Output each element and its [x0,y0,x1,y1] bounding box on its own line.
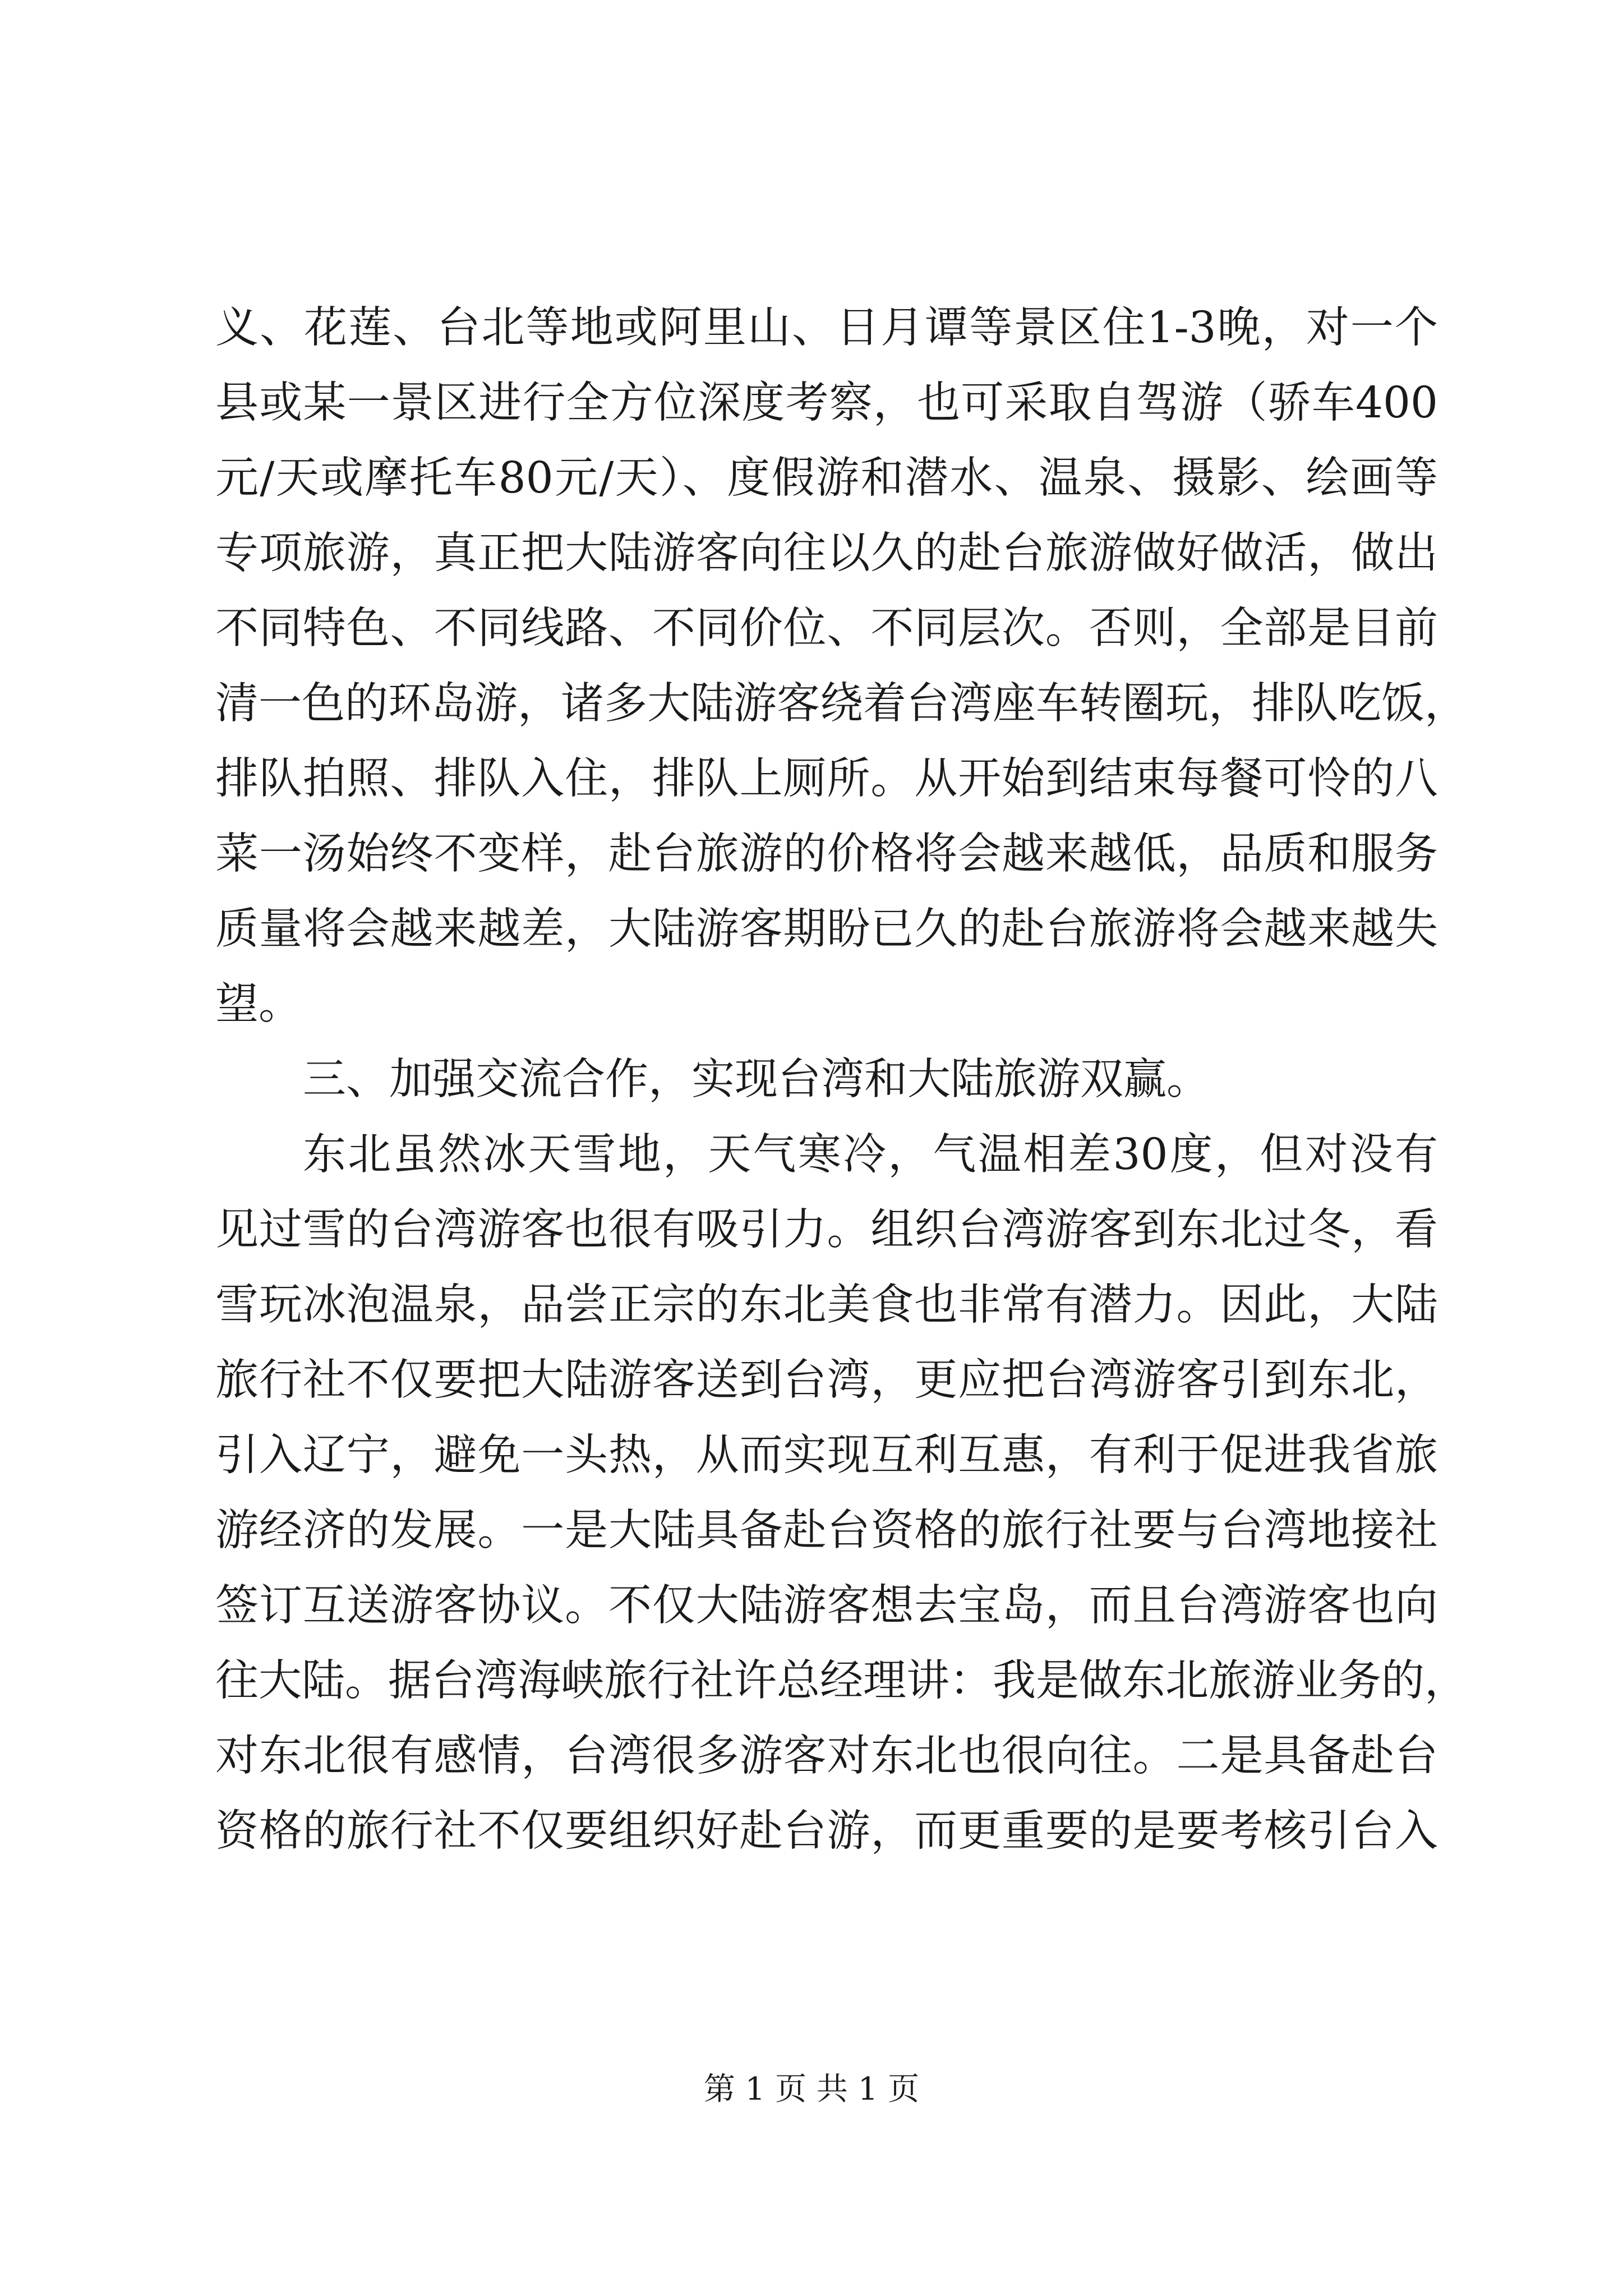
text-line: 专项旅游，真正把大陆游客向往以久的赴台旅游做好做活，做出 [215,528,1438,578]
text-line: 雪玩冰泡温泉，品尝正宗的东北美食也非常有潜力。因此，大陆 [215,1280,1438,1330]
text-line: 县或某一景区进行全方位深度考察，也可采取自驾游（骄车400 [215,378,1438,428]
text-line: 往大陆。据台湾海峡旅行社许总经理讲：我是做东北旅游业务的， [215,1656,1468,1706]
text-line: 资格的旅行社不仅要组织好赴台游，而更重要的是要考核引台入 [215,1806,1438,1856]
section-heading: 三、加强交流合作，实现台湾和大陆旅游双赢。 [303,1055,1210,1105]
text-line: 见过雪的台湾游客也很有吸引力。组织台湾游客到东北过冬，看 [215,1205,1438,1255]
text-line: 游经济的发展。一是大陆具备赴台资格的旅行社要与台湾地接社 [215,1506,1438,1556]
text-line: 菜一汤始终不变样，赴台旅游的价格将会越来越低，品质和服务 [215,829,1438,879]
page-number-footer: 第 1 页 共 1 页 [703,2071,920,2108]
text-line: 对东北很有感情，台湾很多游客对东北也很向往。二是具备赴台 [215,1731,1438,1781]
text-line: 引入辽宁，避免一头热，从而实现互利互惠，有利于促进我省旅 [215,1430,1438,1480]
text-line: 排队拍照、排队入住，排队上厕所。从开始到结束每餐可怜的八 [215,754,1438,804]
text-line: 质量将会越来越差，大陆游客期盼已久的赴台旅游将会越来越失 [215,904,1438,954]
text-line: 望。 [215,979,302,1029]
paragraph-first-line: 东北虽然冰天雪地，天气寒冷，气温相差30度，但对没有 [303,1130,1438,1180]
text-line: 签订互送游客协议。不仅大陆游客想去宝岛，而且台湾游客也向 [215,1581,1438,1631]
text-line: 清一色的环岛游，诸多大陆游客绕着台湾座车转圈玩，排队吃饭， [215,679,1468,729]
text-line: 旅行社不仅要把大陆游客送到台湾，更应把台湾游客引到东北， [215,1355,1438,1405]
text-line: 不同特色、不同线路、不同价位、不同层次。否则，全部是目前 [215,604,1438,654]
text-line: 元/天或摩托车80元/天）、度假游和潜水、温泉、摄影、绘画等 [215,453,1438,503]
text-line: 义、花莲、台北等地或阿里山、日月谭等景区住1-3晚，对一个 [215,303,1438,353]
